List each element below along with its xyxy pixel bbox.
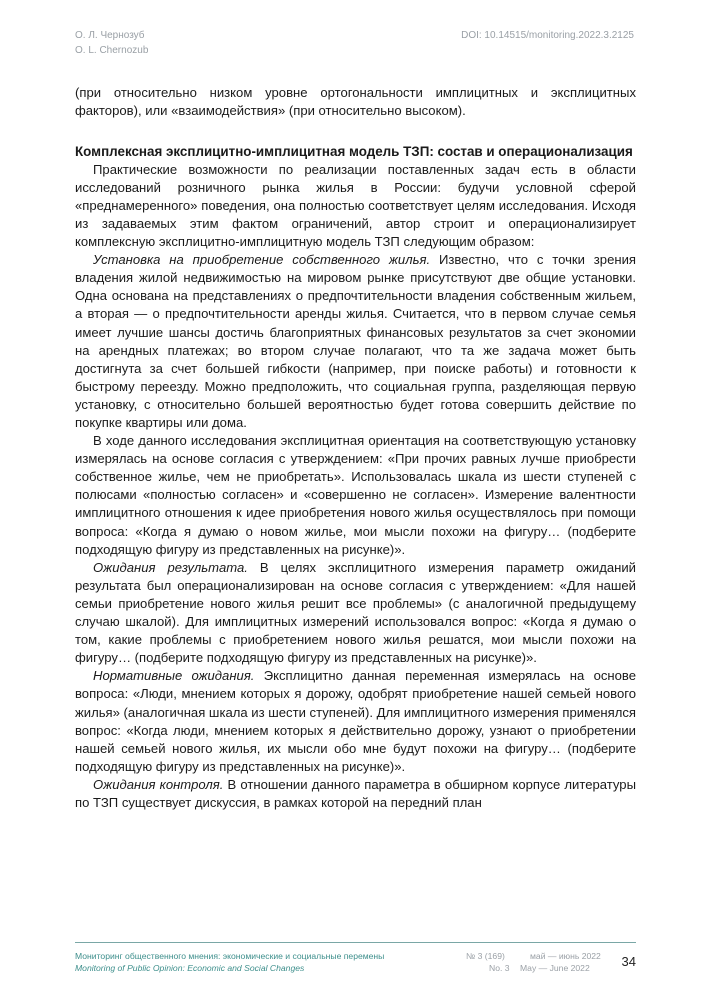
- paragraph: В ходе данного исследования эксплицитная ориентация на соответствующую установку измерялась на основе согласия с утверждением: «При прочих равных лучше приобрести собственное жилье, чем не приобретать». Использовалась шкала из шести ступеней с полюсами «полностью согласен» и «совершенно не согласен». Измерение валентности имплицитного отношения к идее приобретения нового жилья осуществлялось при помощи вопроса: «Когда я думаю о новом жилье, мои мысли похожи на фигуру… (подберите подходящую фигуру из представленных на рисунке)».: [75, 433, 636, 557]
- footer-journal-ru: Мониторинг общественного мнения: экономические и социальные перемены: [75, 951, 385, 961]
- header-author-ru: О. Л. Чернозуб: [75, 30, 145, 41]
- paragraph: (при относительно низком уровне ортогональности имплицитных и эксплицитных факторов), или «взаимодействия» (при относительно высоком).: [75, 85, 636, 119]
- paragraph: [75, 251, 636, 432]
- section-heading: Комплексная эксплицитно-имплицитная модель ТЗП: состав и операционализация: [75, 144, 633, 160]
- paragraph: Практические возможности по реализации поставленных задач есть в области исследований розничного рынка жилья в России: будучи условной сферой «преднамеренного» поведения, она полностью соответствует целям исследования. Исходя из задаваемых этим фактом ограничений, автор строит и операционализирует комплексную эксплицитно-имплицитную модель ТЗП следующим образом:: [75, 161, 636, 250]
- paragraph: [75, 559, 636, 668]
- paragraph-text: Эксплицитно данная переменная измерялась на основе вопроса: «Люди, мнением которых я дорожу, одобрят приобретение нашей семьей нового жилья» (аналогичная шкала из шести ступеней). Для имплицитного измерения применялся вопрос: «Когда люди, мнением которых я действительно дорожу, узнают о приобретении нашей семьей нового жилья, их мысли обо мне будут похожи на фигуру… (подберите подходящую фигуру из представленных на рисунке)».: [75, 668, 637, 774]
- subheading-italic: Ожидания результата.: [93, 559, 248, 575]
- footer-journal-en: Monitoring of Public Opinion: Economic and Social Changes: [75, 963, 305, 973]
- footer-period-en: May — June 2022: [520, 963, 590, 973]
- footer-divider: [75, 942, 636, 943]
- paragraph-text: В отношении данного параметра в обширном корпусе литературы по ТЗП существует дискуссия, в рамках которой на передний план: [75, 776, 636, 810]
- footer-period-ru: май — июнь 2022: [530, 951, 601, 961]
- paragraph: [75, 667, 636, 776]
- page-number: 34: [621, 954, 636, 969]
- header-doi[interactable]: DOI: 10.14515/monitoring.2022.3.2125: [461, 30, 634, 41]
- article-body: [75, 84, 636, 812]
- header-author-en: O. L. Chernozub: [75, 45, 149, 56]
- subheading-italic: Установка на приобретение собственного жилья.: [93, 252, 431, 268]
- footer-issue-en: No. 3: [489, 963, 510, 973]
- subheading-italic: Ожидания контроля.: [93, 776, 224, 792]
- paragraph-text: Известно, что с точки зрения владения жилой недвижимостью на мировом рынке присутствуют две общие установки. Одна основана на представлениях о предпочтительности владения собственным жильем, а вторая — о предпочтительности аренды жилья. Считается, что в первом случае семья имеет лучшие шансы достичь благоприятных финансовых результатов за счет экономии на арендных платежах; во втором случае полагают, что та же задача может быть достигнута за счет большей гибкости (например, при поиске работы) и готовности к быстрому переезду. Можно предположить, что социальная группа, разделяющая первую установку, с относительно большей вероятностью будет готова совершить действие по покупке квартиры или дома.: [75, 252, 636, 430]
- subheading-italic: Нормативные ожидания.: [93, 668, 255, 684]
- footer-issue-ru: № 3 (169): [466, 951, 505, 961]
- paragraph-text: В целях эксплицитного измерения параметр ожиданий результата был операционализирован на основе согласия с утверждением: «Для нашей семьи приобретение нового жилья решит все проблемы» (с аналогичной предыдущему случаю шкалой). Для имплицитных измерений использовался вопрос: «Когда я думаю о том, какие проблемы с приобретением нового жилья решатся, мои мысли похожи на фигуру… (подберите подходящую фигуру из представленных на рисунке)».: [75, 559, 636, 666]
- paragraph: [75, 776, 636, 812]
